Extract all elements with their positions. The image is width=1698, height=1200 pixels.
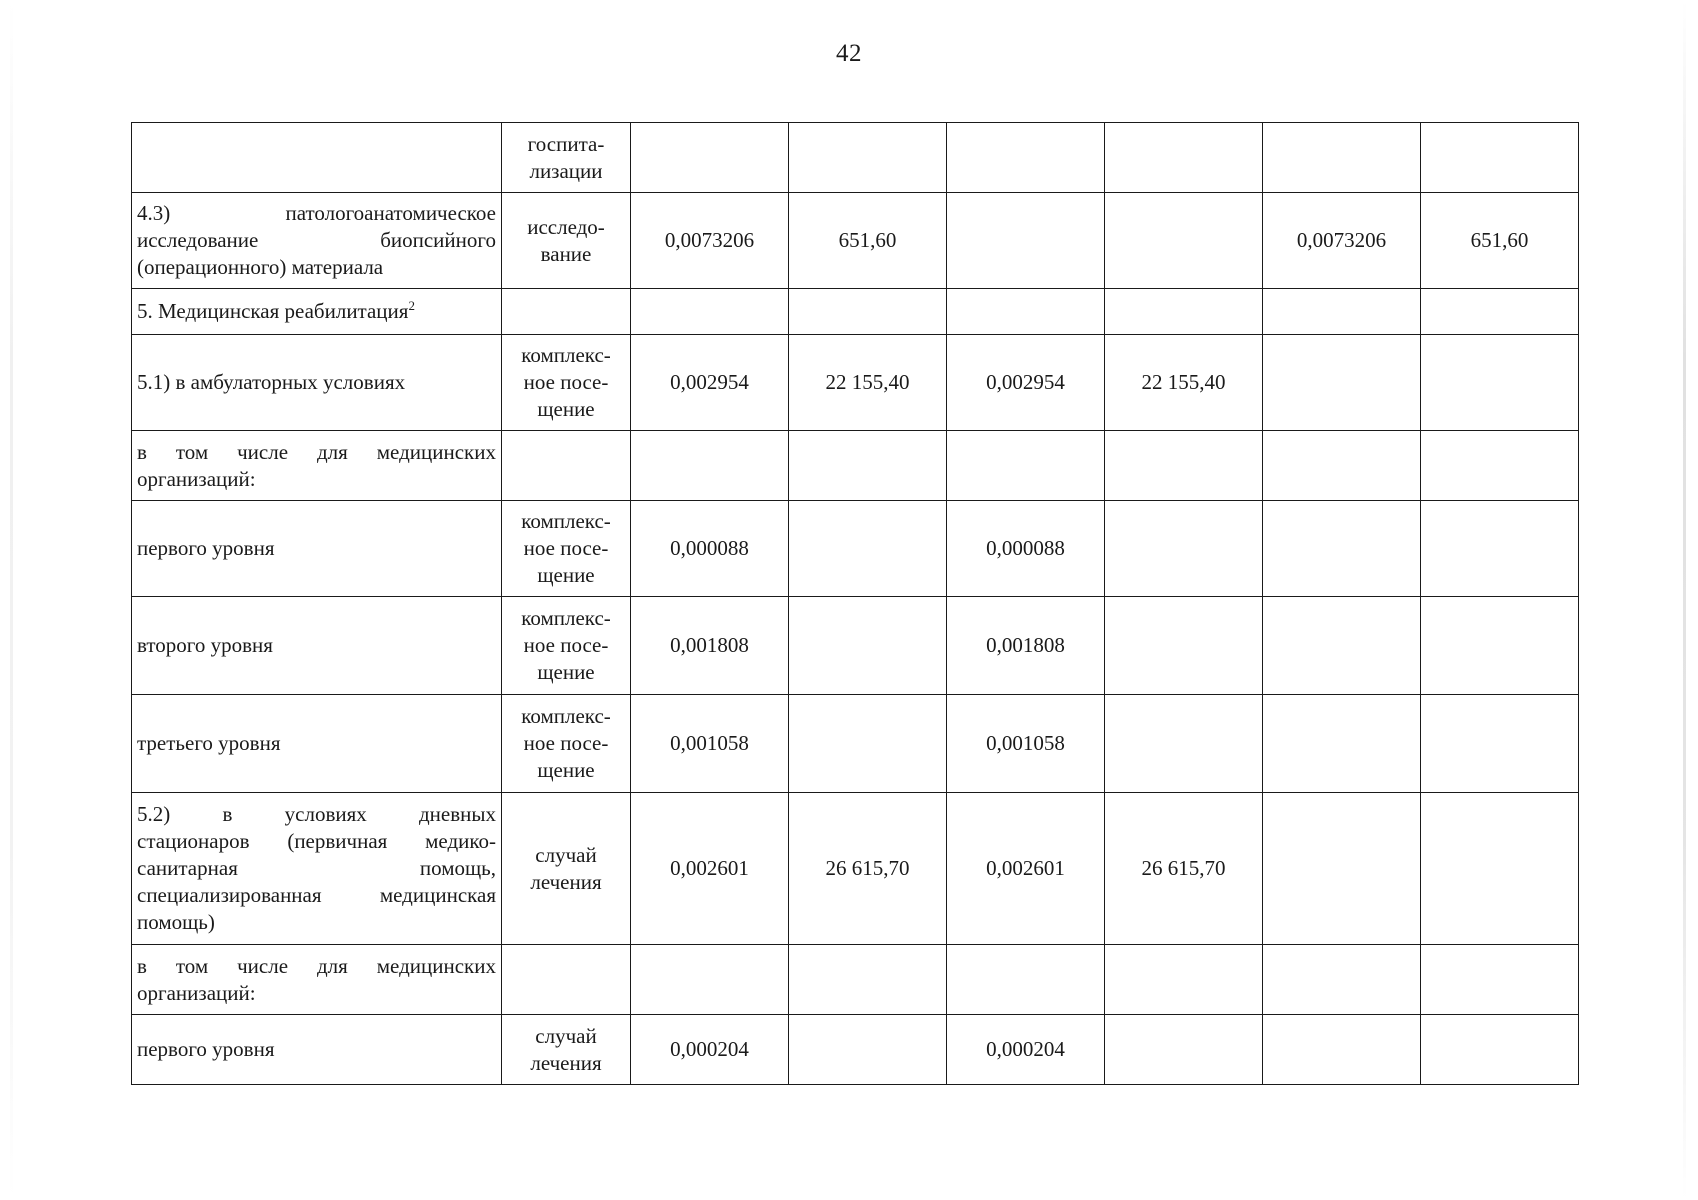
row-name-cell [132, 1015, 502, 1085]
value-cell [1105, 501, 1263, 597]
unit-line: щение [537, 660, 595, 684]
row-name-cell [132, 123, 502, 193]
value-cell: 0,000088 [947, 501, 1105, 597]
value-cell [1105, 193, 1263, 289]
unit-cell [502, 123, 631, 193]
unit-line: случай [535, 1023, 597, 1048]
value-cell [1421, 695, 1579, 793]
value-cell: 0,001808 [947, 597, 1105, 695]
row-name-line: в том числе для медицинских [137, 953, 496, 978]
unit-cell [502, 597, 631, 695]
value-cell [789, 289, 947, 335]
unit-cell [502, 695, 631, 793]
table-row [132, 501, 1579, 597]
value-cell [631, 289, 789, 335]
table-row [132, 335, 1579, 431]
value-cell: 651,60 [1421, 193, 1579, 289]
value-cell [789, 1015, 947, 1085]
unit-line: ное посе- [523, 731, 609, 755]
value-cell [947, 945, 1105, 1015]
row-name-cell [132, 793, 502, 945]
row-name-cell [132, 289, 502, 335]
value-cell [789, 597, 947, 695]
footnote-marker: 2 [408, 298, 415, 313]
row-name-line-wrap [137, 298, 496, 325]
table-body [132, 123, 1579, 1085]
unit-line: случай [535, 842, 597, 867]
value-cell: 0,000204 [947, 1015, 1105, 1085]
row-name-cell [132, 501, 502, 597]
value-cell [1421, 501, 1579, 597]
value-cell: 0,000204 [631, 1015, 789, 1085]
table-row [132, 945, 1579, 1015]
row-name-line: 4.3) патологоанатомическое [137, 201, 496, 225]
unit-cell [502, 289, 631, 335]
row-name-cell [132, 597, 502, 695]
value-cell [1105, 945, 1263, 1015]
value-cell [1421, 335, 1579, 431]
medical-care-table [131, 122, 1579, 1085]
value-cell [1263, 945, 1421, 1015]
value-cell [631, 431, 789, 501]
value-cell [1105, 123, 1263, 193]
value-cell [1421, 793, 1579, 945]
value-cell [1263, 431, 1421, 501]
unit-line: ное посе- [523, 633, 609, 657]
value-cell [631, 123, 789, 193]
row-name-cell [132, 695, 502, 793]
value-cell [1263, 1015, 1421, 1085]
unit-cell [502, 945, 631, 1015]
unit-line: исследо- [527, 214, 605, 239]
table-row [132, 431, 1579, 501]
unit-line: щение [537, 563, 595, 587]
value-cell [631, 945, 789, 1015]
table-row [132, 695, 1579, 793]
value-cell [1105, 431, 1263, 501]
unit-line: комплекс- [521, 343, 611, 367]
row-name-line: санитарная помощь, [137, 856, 496, 880]
row-name-cell [132, 335, 502, 431]
row-name-cell [132, 431, 502, 501]
unit-line: щение [537, 758, 595, 782]
table-row [132, 289, 1579, 335]
unit-cell [502, 193, 631, 289]
table-row [132, 597, 1579, 695]
value-cell [789, 431, 947, 501]
value-cell [1263, 597, 1421, 695]
value-cell [947, 289, 1105, 335]
row-name-line: организаций: [137, 466, 256, 491]
value-cell: 0,002954 [631, 335, 789, 431]
row-name-line: (операционного) материала [137, 255, 384, 279]
value-cell [1421, 123, 1579, 193]
value-cell [1263, 501, 1421, 597]
value-cell [1263, 123, 1421, 193]
row-name-line: второго уровня [137, 633, 273, 657]
row-name-line: исследование биопсийного [137, 228, 496, 252]
value-cell: 0,001808 [631, 597, 789, 695]
value-cell: 0,002601 [947, 793, 1105, 945]
value-cell [1105, 597, 1263, 695]
value-cell [947, 123, 1105, 193]
value-cell: 22 155,40 [1105, 335, 1263, 431]
value-cell [789, 501, 947, 597]
value-cell: 0,000088 [631, 501, 789, 597]
row-name-line: 5. Медицинская реабилитация [137, 299, 409, 323]
value-cell [1263, 335, 1421, 431]
value-cell [1263, 289, 1421, 335]
value-cell: 0,002954 [947, 335, 1105, 431]
value-cell: 26 615,70 [1105, 793, 1263, 945]
unit-line: комплекс- [521, 704, 611, 728]
value-cell: 0,001058 [947, 695, 1105, 793]
row-name-line: стационаров (первичная медико- [137, 829, 496, 853]
scan-edge-mark [1683, 0, 1686, 1200]
value-cell: 0,001058 [631, 695, 789, 793]
value-cell: 0,0073206 [1263, 193, 1421, 289]
value-cell: 0,002601 [631, 793, 789, 945]
row-name-cell [132, 945, 502, 1015]
table-row [132, 1015, 1579, 1085]
unit-line: ное посе- [523, 536, 609, 560]
row-name-line: 5.2) в условиях дневных [137, 802, 496, 826]
unit-line: лечения [530, 869, 602, 894]
row-name-line: третьего уровня [137, 731, 281, 755]
unit-line: госпита- [527, 131, 605, 156]
value-cell [1421, 289, 1579, 335]
unit-line: вание [540, 241, 592, 266]
value-cell [947, 193, 1105, 289]
scan-edge-mark [10, 0, 13, 1200]
row-name-line: помощь) [137, 910, 215, 934]
value-cell [789, 695, 947, 793]
unit-cell [502, 1015, 631, 1085]
table-row [132, 123, 1579, 193]
row-name-line: в том числе для медицинских [137, 439, 496, 464]
value-cell [947, 431, 1105, 501]
value-cell [789, 123, 947, 193]
value-cell [1105, 695, 1263, 793]
value-cell [1421, 945, 1579, 1015]
value-cell [1421, 1015, 1579, 1085]
unit-cell [502, 431, 631, 501]
value-cell: 651,60 [789, 193, 947, 289]
row-name-line: организаций: [137, 980, 256, 1005]
row-name-line: первого уровня [137, 1037, 275, 1061]
unit-cell [502, 793, 631, 945]
value-cell [1421, 597, 1579, 695]
value-cell [1263, 793, 1421, 945]
unit-cell [502, 501, 631, 597]
row-name-cell [132, 193, 502, 289]
unit-line: комплекс- [521, 606, 611, 630]
unit-line: ное посе- [523, 370, 609, 394]
value-cell: 22 155,40 [789, 335, 947, 431]
value-cell [1263, 695, 1421, 793]
unit-line: лизации [529, 158, 603, 183]
value-cell [789, 945, 947, 1015]
unit-line: щение [537, 397, 595, 421]
value-cell: 26 615,70 [789, 793, 947, 945]
value-cell [1105, 289, 1263, 335]
value-cell: 0,0073206 [631, 193, 789, 289]
value-cell [1421, 431, 1579, 501]
value-cell [1105, 1015, 1263, 1085]
unit-cell [502, 335, 631, 431]
table-row [132, 793, 1579, 945]
unit-line: лечения [530, 1050, 602, 1075]
table-row [132, 193, 1579, 289]
row-name-line: специализированная медицинская [137, 883, 496, 907]
row-name-line: 5.1) в амбулаторных условиях [137, 370, 406, 394]
unit-line: комплекс- [521, 509, 611, 533]
row-name-line: первого уровня [137, 536, 275, 560]
page-number: 42 [836, 40, 862, 67]
